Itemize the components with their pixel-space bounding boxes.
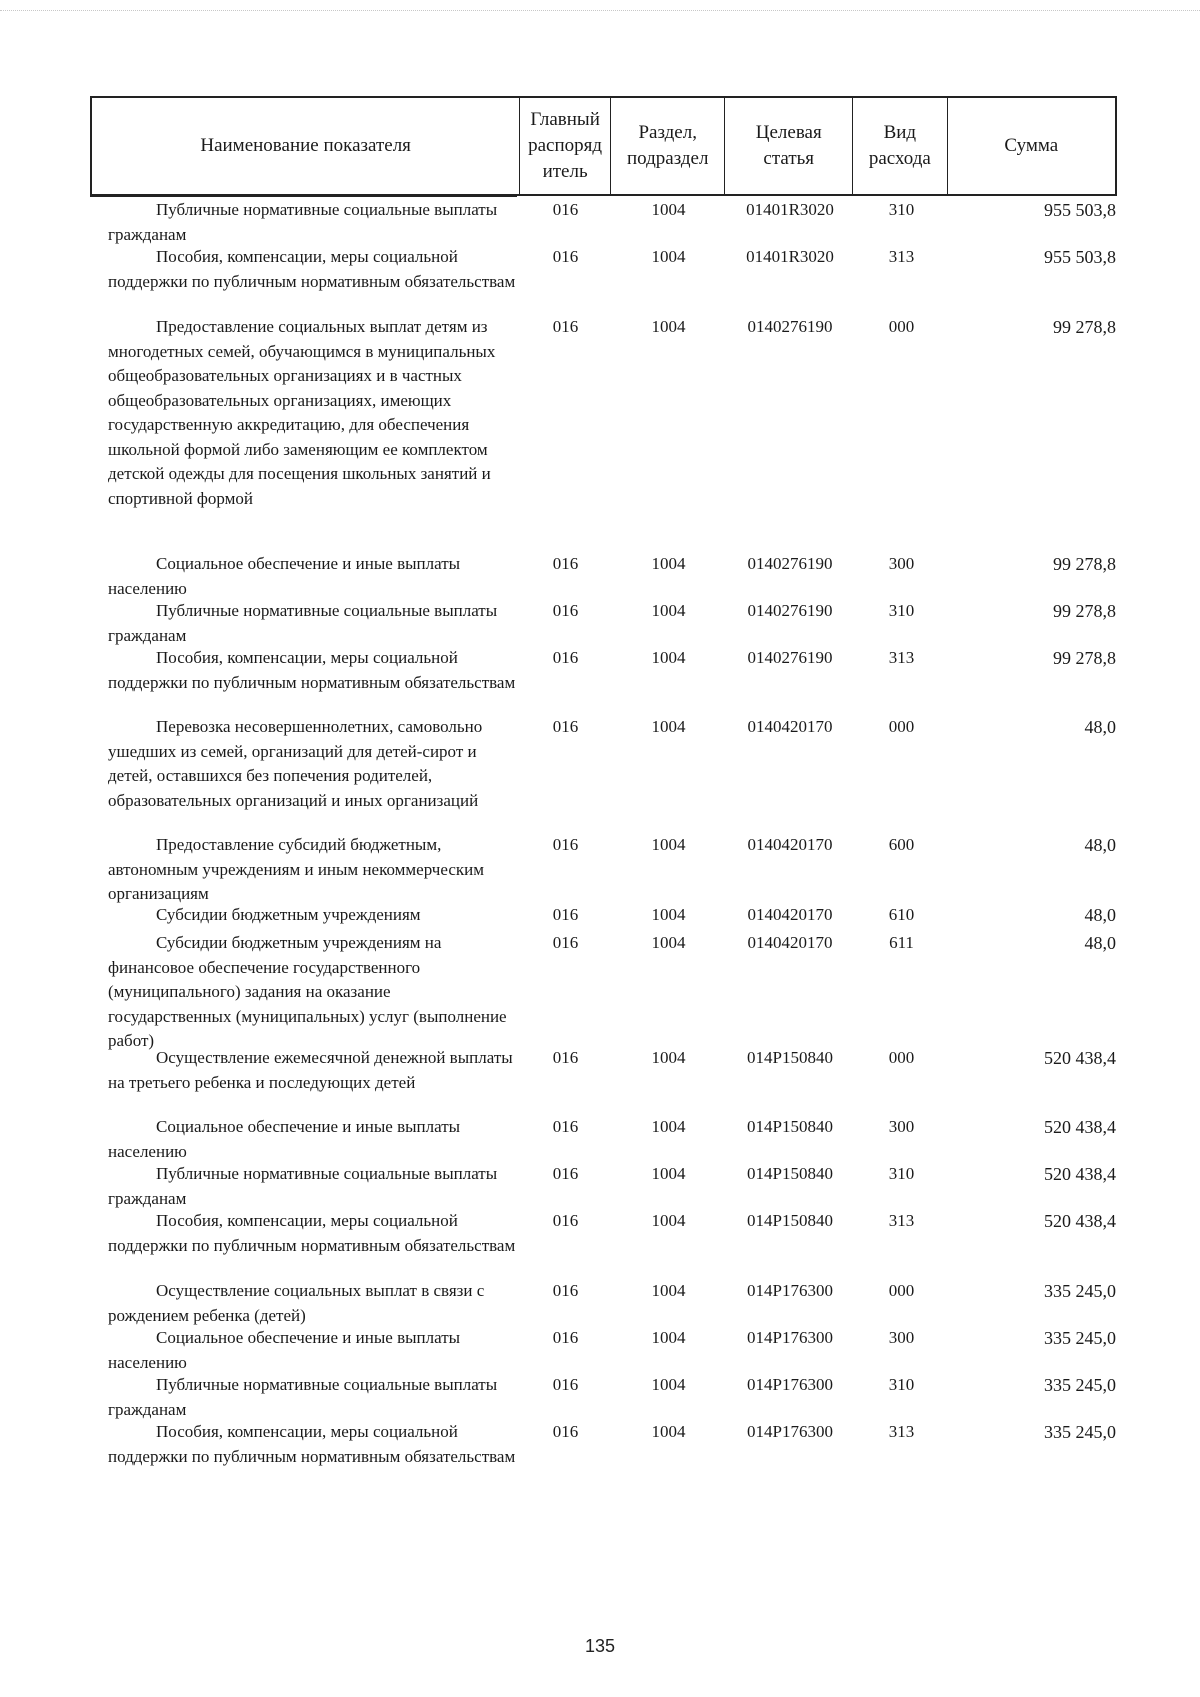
- row-section: 1004: [651, 1117, 686, 1136]
- row-sum: 48,0: [1084, 933, 1116, 953]
- row-expense-type: 610: [888, 905, 915, 924]
- row-section: 1004: [651, 601, 686, 620]
- row-target-article: 014P150840: [747, 1211, 833, 1230]
- row-section: 1004: [651, 554, 686, 573]
- row-target-article: 014P176300: [747, 1422, 833, 1441]
- row-expense-type: 000: [888, 317, 915, 336]
- row-target-article: 0140420170: [747, 835, 833, 854]
- row-sum: 48,0: [1084, 717, 1116, 737]
- row-sum: 335 245,0: [1044, 1281, 1116, 1301]
- header-expense-type: Вид расхода: [852, 98, 947, 194]
- row-sum: 48,0: [1084, 905, 1116, 925]
- row-section: 1004: [651, 648, 686, 667]
- row-target-article: 01401R3020: [746, 200, 834, 219]
- row-section: 1004: [651, 1375, 686, 1394]
- row-target-article: 014P150840: [747, 1117, 833, 1136]
- row-main-manager: 016: [552, 1375, 579, 1394]
- row-target-article: 0140420170: [747, 933, 833, 952]
- row-expense-type: 300: [888, 1117, 915, 1136]
- row-sum: 955 503,8: [1044, 200, 1116, 220]
- row-name: Осуществление социальных выплат в связи с рождением ребенка (детей): [108, 1281, 485, 1325]
- row-expense-type: 313: [888, 247, 915, 266]
- row-main-manager: 016: [552, 1048, 579, 1067]
- row-name: Публичные нормативные социальные выплаты гражданам: [108, 1164, 498, 1208]
- row-expense-type: 313: [888, 1211, 915, 1230]
- row-main-manager: 016: [552, 1211, 579, 1230]
- row-expense-type: 000: [888, 1048, 915, 1067]
- row-main-manager: 016: [552, 1164, 579, 1183]
- row-section: 1004: [651, 905, 686, 924]
- row-sum: 99 278,8: [1053, 601, 1116, 621]
- row-expense-type: 310: [888, 1164, 915, 1183]
- row-name: Пособия, компенсации, меры социальной поддержки по публичным нормативным обязательствам: [108, 1422, 516, 1466]
- row-section: 1004: [651, 933, 686, 952]
- row-sum: 520 438,4: [1044, 1048, 1116, 1068]
- row-expense-type: 600: [888, 835, 915, 854]
- header-name: Наименование показателя: [200, 135, 411, 156]
- row-name: Социальное обеспечение и иные выплаты населению: [108, 554, 461, 598]
- row-main-manager: 016: [552, 601, 579, 620]
- row-expense-type: 310: [888, 1375, 915, 1394]
- row-name: Предоставление социальных выплат детям из многодетных семей, обучающимся в муниципальных общеобразовательных организациях и в частных общеобразовательных организациях, имеющих государственную аккредитацию, для обеспечения школьной формой либо заменяющим ее комплектом детской одежды для посещения школьных занятий и спортивной формой: [108, 317, 496, 508]
- row-name: Пособия, компенсации, меры социальной поддержки по публичным нормативным обязательствам: [108, 648, 516, 692]
- row-name: Субсидии бюджетным учреждениям на финансовое обеспечение государственного (муниципального) задания на оказание государственных (муниципальных) услуг (выполнение работ): [108, 933, 507, 1050]
- header-section: Раздел, подраздел: [610, 98, 725, 194]
- row-target-article: 014P176300: [747, 1328, 833, 1347]
- row-main-manager: 016: [552, 1281, 579, 1300]
- row-name: Перевозка несовершеннолетних, самовольно ушедших из семей, организаций для детей-сирот и детей, оставшихся без попечения родителей, образовательных организаций и иных организаций: [108, 717, 483, 810]
- row-target-article: 0140276190: [747, 601, 833, 620]
- row-section: 1004: [651, 717, 686, 736]
- row-main-manager: 016: [552, 247, 579, 266]
- row-target-article: 014P150840: [747, 1164, 833, 1183]
- row-section: 1004: [651, 1328, 686, 1347]
- row-name: Социальное обеспечение и иные выплаты населению: [108, 1117, 461, 1161]
- row-main-manager: 016: [552, 717, 579, 736]
- row-expense-type: 300: [888, 1328, 915, 1347]
- row-sum: 520 438,4: [1044, 1164, 1116, 1184]
- row-target-article: 014P176300: [747, 1375, 833, 1394]
- row-section: 1004: [651, 1211, 686, 1230]
- header-sum: Сумма: [947, 98, 1115, 194]
- row-main-manager: 016: [552, 317, 579, 336]
- row-sum: 99 278,8: [1053, 554, 1116, 574]
- row-main-manager: 016: [552, 933, 579, 952]
- row-expense-type: 310: [888, 601, 915, 620]
- row-section: 1004: [651, 1422, 686, 1441]
- row-target-article: 0140276190: [747, 648, 833, 667]
- row-main-manager: 016: [552, 1117, 579, 1136]
- row-section: 1004: [651, 1164, 686, 1183]
- row-sum: 520 438,4: [1044, 1211, 1116, 1231]
- header-target-article: Целевая статья: [724, 98, 852, 194]
- row-target-article: 014P176300: [747, 1281, 833, 1300]
- row-main-manager: 016: [552, 648, 579, 667]
- row-main-manager: 016: [552, 1422, 579, 1441]
- row-section: 1004: [651, 200, 686, 219]
- row-name: Предоставление субсидий бюджетным, автономным учреждениям и иным некоммерческим организациям: [108, 835, 484, 903]
- row-name: Публичные нормативные социальные выплаты гражданам: [108, 200, 498, 244]
- row-name: Осуществление ежемесячной денежной выплаты на третьего ребенка и последующих детей: [108, 1048, 513, 1092]
- row-expense-type: 313: [888, 1422, 915, 1441]
- row-section: 1004: [651, 1281, 686, 1300]
- row-name: Публичные нормативные социальные выплаты гражданам: [108, 601, 498, 645]
- row-expense-type: 300: [888, 554, 915, 573]
- row-expense-type: 611: [889, 933, 914, 952]
- row-sum: 520 438,4: [1044, 1117, 1116, 1137]
- row-main-manager: 016: [552, 200, 579, 219]
- row-expense-type: 000: [888, 717, 915, 736]
- row-target-article: 0140276190: [747, 317, 833, 336]
- row-expense-type: 000: [888, 1281, 915, 1300]
- row-target-article: 0140420170: [747, 905, 833, 924]
- row-name: Пособия, компенсации, меры социальной поддержки по публичным нормативным обязательствам: [108, 247, 516, 291]
- row-sum: 335 245,0: [1044, 1328, 1116, 1348]
- row-expense-type: 310: [888, 200, 915, 219]
- row-sum: 955 503,8: [1044, 247, 1116, 267]
- row-sum: 99 278,8: [1053, 648, 1116, 668]
- row-section: 1004: [651, 835, 686, 854]
- row-main-manager: 016: [552, 835, 579, 854]
- row-name: Пособия, компенсации, меры социальной поддержки по публичным нормативным обязательствам: [108, 1211, 516, 1255]
- row-target-article: 0140276190: [747, 554, 833, 573]
- header-main-manager: Главный распоряд итель: [519, 98, 610, 194]
- row-section: 1004: [651, 247, 686, 266]
- row-section: 1004: [651, 317, 686, 336]
- row-main-manager: 016: [552, 554, 579, 573]
- row-expense-type: 313: [888, 648, 915, 667]
- row-name: Социальное обеспечение и иные выплаты населению: [108, 1328, 461, 1372]
- row-sum: 99 278,8: [1053, 317, 1116, 337]
- row-sum: 335 245,0: [1044, 1375, 1116, 1395]
- row-target-article: 01401R3020: [746, 247, 834, 266]
- row-section: 1004: [651, 1048, 686, 1067]
- row-target-article: 014P150840: [747, 1048, 833, 1067]
- row-target-article: 0140420170: [747, 717, 833, 736]
- row-sum: 48,0: [1084, 835, 1116, 855]
- row-main-manager: 016: [552, 905, 579, 924]
- row-sum: 335 245,0: [1044, 1422, 1116, 1442]
- row-name: Публичные нормативные социальные выплаты гражданам: [108, 1375, 498, 1419]
- row-main-manager: 016: [552, 1328, 579, 1347]
- page-number: 135: [584, 1636, 616, 1656]
- row-name: Субсидии бюджетным учреждениям: [156, 905, 421, 924]
